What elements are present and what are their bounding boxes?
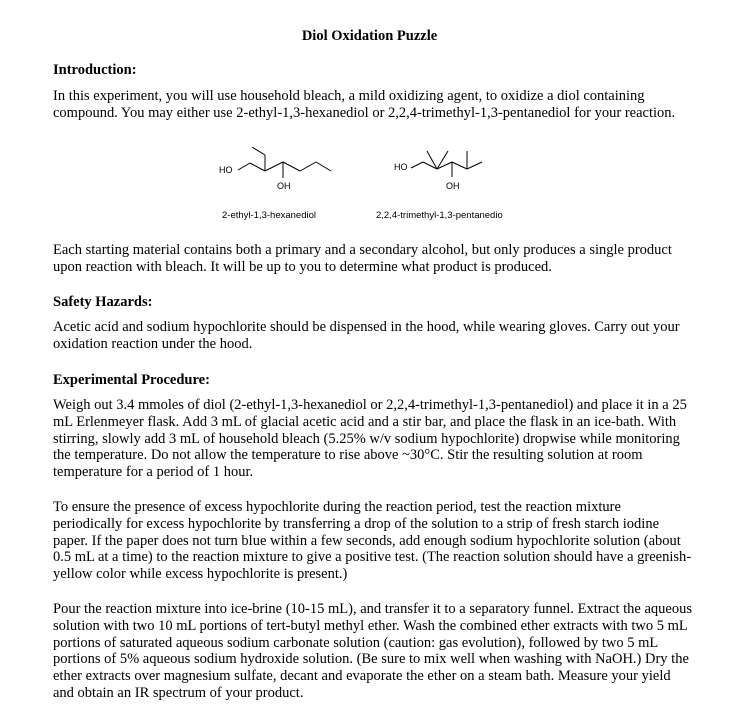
mol2-name-label: 2,2,4-trimethyl-1,3-pentanedio [376,210,503,221]
mol2-oh-label: OH [446,181,460,191]
starting-material-paragraph: Each starting material contains both a primary and a secondary alcohol, but only produces a single product upon reaction with bleach. It will be up to you to determine what product is produced. [53,242,672,275]
safety-heading: Safety Hazards: [53,294,153,310]
molecule-2-ethyl-1-3-hexanediol [238,147,331,178]
mol1-oh-label: OH [277,181,291,191]
structures-drawing [0,140,739,230]
introduction-heading: Introduction: [53,62,137,78]
molecule-2-2-4-trimethyl-1-3-pentanediol [411,151,482,177]
procedure-heading: Experimental Procedure: [53,372,210,388]
mol2-ho-label: HO [394,162,408,172]
chemical-structures [0,140,739,230]
mol1-name-label: 2-ethyl-1,3-hexanediol [222,210,317,221]
procedure-paragraph-3: Pour the reaction mixture into ice-brine (10-15 mL), and transfer it to a separatory funnel. Extract the aqueous solution with two 10 mL portions of tert-butyl methyl ether. Wash the combined ether extracts with two 5 mL portions of saturated aqueous sodium carbonate solution (caution: gas evolution), followed by two 5 mL portions of 5% aqueous sodium hydroxide solution. (Be sure to mix well when washing with NaOH.) Dry the ether extracts over magnesium sulfate, decant and evaporate the ether on a steam bath. Measure your yield and obtain an IR spectrum of your product. [53,601,692,701]
introduction-paragraph: In this experiment, you will use household bleach, a mild oxidizing agent, to oxidize a diol containing compound. You may either use 2-ethyl-1,3-hexanediol or 2,2,4-trimethyl-1,3-pentanediol for your reaction. [53,88,676,121]
document-title: Diol Oxidation Puzzle [301,28,438,44]
mol1-ho-label: HO [219,165,233,175]
safety-paragraph: Acetic acid and sodium hypochlorite should be dispensed in the hood, while wearing gloves. Carry out your oxidation reaction under the hood. [53,319,680,352]
procedure-paragraph-1: Weigh out 3.4 mmoles of diol (2-ethyl-1,3-hexanediol or 2,2,4-trimethyl-1,3-pentanediol) and place it in a 25 mL Erlenmeyer flask. Add 3 mL of glacial acetic acid and a stir bar, and place the flask in an ice-bath. With stirring, slowly add 3 mL of household bleach (5.25% w/v sodium hypochlorite) dropwise while monitoring the temperature. Do not allow the temperature to rise above ~30°C. Stir the resulting solution at room temperature for a period of 1 hour. [53,397,687,481]
procedure-paragraph-2: To ensure the presence of excess hypochlorite during the reaction period, test the reaction mixture periodically for excess hypochlorite by transferring a drop of the solution to a strip of fresh starch iodine paper. If the paper does not turn blue within a few seconds, add enough sodium hypochlorite solution (about 0.5 mL at a time) to the reaction mixture to give a positive test. (The reaction solution should have a greenish-yellow color while excess hypochlorite is present.) [53,499,692,583]
